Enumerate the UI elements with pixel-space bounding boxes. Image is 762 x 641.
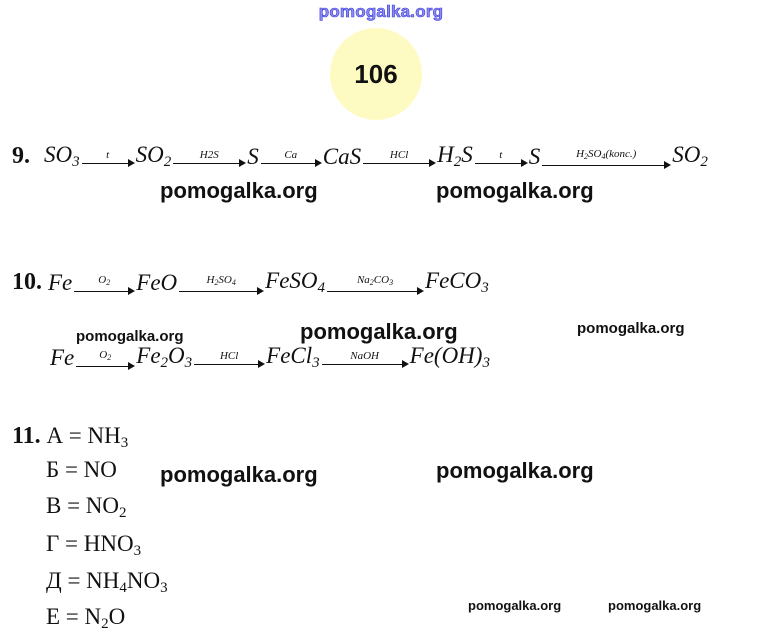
watermark: pomogalka.org bbox=[300, 319, 458, 344]
task-11-line-6: $Е = N_2O$ bbox=[46, 604, 126, 632]
task-number: 9. bbox=[12, 143, 30, 169]
formula: $SO_2$ bbox=[135, 142, 172, 170]
task-11-line-5: $Д = NH_4NO_3$ bbox=[46, 568, 168, 596]
reaction-arrow: H2S bbox=[173, 149, 245, 164]
watermark: pomogalka.org bbox=[468, 598, 562, 613]
formula: Fe bbox=[48, 269, 73, 295]
task-11-line-4: $Г = HNO_3$ bbox=[46, 531, 142, 559]
watermark: pomogalka.org bbox=[76, 328, 184, 345]
reaction-arrow: $Na_2CO_3$ bbox=[327, 274, 423, 292]
watermark: pomogalka.org bbox=[160, 462, 318, 487]
formula: FeCl$_3$ bbox=[266, 343, 320, 371]
formula: S bbox=[247, 143, 259, 169]
reaction-arrow: HCl bbox=[363, 149, 435, 164]
formula: $Fe_2O_3$ bbox=[136, 343, 193, 371]
task-9-equation bbox=[12, 142, 708, 171]
task-11-line-3: $В = NO_2$ bbox=[46, 493, 127, 521]
reaction-arrow: $O_2$ bbox=[74, 274, 134, 292]
reaction-arrow: $O_2$ bbox=[76, 349, 134, 367]
watermark: pomogalka.org bbox=[436, 458, 594, 483]
formula: S bbox=[528, 143, 541, 169]
task-number: 10. bbox=[12, 269, 42, 295]
watermark: pomogalka.org bbox=[608, 598, 702, 613]
formula: FeCO$_3$ bbox=[425, 268, 489, 296]
page-number-badge: 106 bbox=[330, 28, 422, 120]
formula: $Fe(OH)_3$ bbox=[409, 343, 490, 371]
task-11-line-2: Б = NO bbox=[46, 457, 117, 482]
reaction-arrow: HCl bbox=[194, 350, 264, 365]
task-10-equation-2 bbox=[50, 343, 490, 372]
watermark: pomogalka.org bbox=[160, 178, 318, 203]
reaction-arrow: Ca bbox=[261, 149, 321, 164]
reaction-arrow: t bbox=[475, 149, 527, 164]
watermark: pomogalka.org bbox=[577, 320, 685, 337]
formula: $H_2S$ bbox=[437, 142, 473, 170]
reaction-arrow: $H_2SO_4(konc.)$ bbox=[542, 148, 670, 166]
task-number: 11. bbox=[12, 423, 41, 449]
formula: Fe bbox=[50, 344, 75, 370]
formula: CaS bbox=[322, 143, 362, 169]
formula: $SO_3$ bbox=[44, 142, 80, 170]
formula: $SO_2$ bbox=[672, 142, 708, 170]
site-watermark-top: pomogalka.org bbox=[318, 2, 444, 21]
reaction-arrow: t bbox=[82, 149, 134, 164]
formula: FeO bbox=[136, 269, 178, 295]
task-11-line-1: 11. $А = NH_3$ bbox=[12, 423, 129, 451]
formula: FeSO$_4$ bbox=[265, 268, 326, 296]
watermark: pomogalka.org bbox=[436, 178, 594, 203]
reaction-arrow: $H_2SO_4$ bbox=[179, 274, 263, 292]
task-10-equation-1 bbox=[12, 268, 489, 297]
reaction-arrow: NaOH bbox=[322, 350, 408, 365]
